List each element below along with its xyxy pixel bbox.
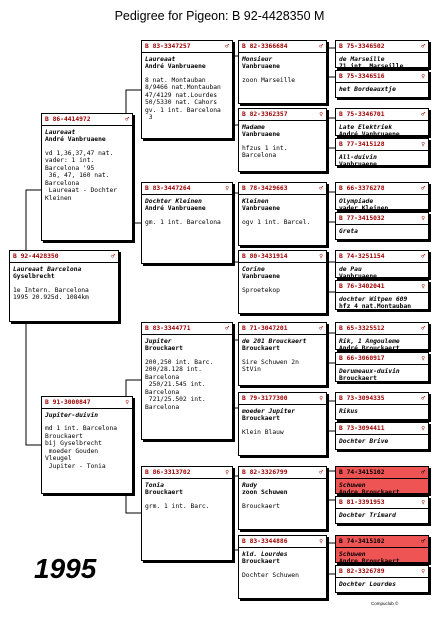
pigeon-name: Derumeaux-duivin (339, 367, 400, 375)
ring-number (339, 185, 425, 193)
sex-symbol-icon: ♂ (111, 253, 115, 260)
ring-text: B 73-3094411 (339, 425, 385, 432)
pigeon-card-dsd (238, 392, 327, 456)
sex-symbol-icon: ♂ (225, 325, 229, 332)
sex-symbol-icon: ♂ (125, 116, 129, 123)
ring-text: B 79-3177300 (242, 395, 288, 402)
ring-text: B 82-3326799 (242, 469, 288, 476)
pigeon-card-sd (141, 182, 233, 264)
pigeon-card-g4 (335, 138, 429, 166)
pigeon-card-dss (238, 322, 327, 386)
pigeon-name: Corine (242, 265, 265, 273)
ring-number (242, 253, 323, 261)
sex-symbol-icon: ♀ (319, 111, 323, 118)
ring-text: B 82-3362357 (242, 111, 288, 118)
pigeon-card-g11 (335, 392, 429, 420)
ring-number (242, 43, 323, 51)
divider (336, 547, 428, 548)
ring-text: B 76-3402041 (339, 283, 385, 290)
pigeon-card-g10 (335, 352, 429, 382)
sex-symbol-icon: ♂ (319, 43, 323, 50)
ring-number (145, 325, 229, 333)
pigeon-owner: Brouckaert (242, 558, 280, 565)
pigeon-name: Kleinen (242, 197, 269, 205)
pigeon-card-sss (238, 40, 327, 104)
divider (239, 334, 326, 335)
pigeon-owner: Brouckaert (242, 415, 280, 422)
pigeon-notes: vd 1,36,37,47 nat. vader: 1 int. Barcelona '95 36, 47, 160 nat. Barcelona Laureaat - Dochter Kleinen (45, 149, 118, 202)
sex-symbol-icon: ♀ (319, 538, 323, 545)
pigeon-name: Dochter Trimard (339, 511, 396, 519)
ring-number (339, 469, 425, 477)
ring-text: B 75-3346701 (339, 111, 385, 118)
pigeon-name: Laureaat Barcelona (13, 265, 82, 273)
pigeon-name: de Pau (339, 265, 362, 273)
ring-number (339, 253, 425, 261)
pigeon-card-g12 (335, 422, 429, 450)
divider (336, 292, 428, 293)
pigeon-owner: Andre Brouckaert (339, 489, 400, 494)
pigeon-name: Tonia (145, 481, 164, 489)
ring-text: B 83-3344771 (145, 325, 191, 332)
sex-symbol-icon: ♂ (421, 253, 425, 260)
pigeon-name: Monsieur (242, 55, 273, 63)
sex-symbol-icon: ♂ (421, 111, 425, 118)
ring-text: B 86-4414972 (45, 116, 91, 123)
divider (42, 125, 132, 126)
pigeon-card-ds (141, 322, 233, 440)
pigeon-notes: md 1 int. Barcelona Brouckaert bij Gyselbrecht moeder Gouden Vleugel Jupiter - Tonia (45, 425, 118, 470)
sex-symbol-icon: ♀ (319, 253, 323, 260)
sex-symbol-icon: ♂ (225, 43, 229, 50)
pigeon-card-g14 (335, 496, 429, 524)
pigeon-owner: André Vanbruaene (145, 63, 206, 70)
ring-text: B 74-3415102 (339, 469, 385, 476)
pigeon-card-ssd (238, 108, 327, 172)
pigeon-name: Dochter Kleinen (145, 197, 202, 205)
ring-text: B 86-3313702 (145, 469, 191, 476)
pigeon-name: Laureaat (145, 55, 176, 63)
pigeon-card-g3 (335, 108, 429, 136)
pigeon-card-sire (41, 113, 133, 241)
divider (336, 334, 428, 335)
divider (336, 364, 428, 365)
divider (42, 408, 132, 409)
pigeon-owner: André Vanbruaene (45, 136, 106, 143)
divider (336, 120, 428, 121)
sex-symbol-icon: ♂ (421, 43, 425, 50)
pigeon-owner: 71 int. Marseille (339, 63, 404, 68)
pigeon-owner: André Vanbruaene (145, 205, 206, 212)
pigeon-name: Jupiter (145, 337, 172, 345)
divider (336, 52, 428, 53)
pigeon-card-ddd (238, 535, 327, 599)
ring-number (242, 185, 323, 193)
divider (142, 194, 232, 195)
pigeon-owner: Brouckaert (145, 489, 183, 496)
pigeon-notes: Klein Blauw (242, 428, 284, 436)
pigeon-notes: 8 nat. Montauban 8/9466 nat.Montauban 47/4129 nat.Lourdes 50/5330 nat. Cahors gv. 1 int. Barcelona 3 (145, 76, 221, 121)
sex-symbol-icon: ♀ (125, 399, 129, 406)
pigeon-notes: gm. 1 int. Barcelona (145, 218, 221, 226)
ring-text: B 74-3415102 (339, 538, 385, 545)
pigeon-card-g16 (335, 565, 429, 593)
ring-number (339, 425, 425, 433)
pigeon-name: dochter Witpen 609 (339, 295, 408, 303)
year-label: 1995 (34, 553, 97, 584)
ring-number (339, 283, 425, 291)
pigeon-name: Jupiter-duivin (45, 411, 99, 419)
ring-text: B 77-3415032 (339, 215, 385, 222)
ring-number (339, 568, 425, 576)
ring-number (339, 215, 425, 223)
ring-text: B 80-3431914 (242, 253, 288, 260)
pigeon-card-dam (41, 396, 133, 494)
pigeon-card-dd (141, 466, 233, 561)
ring-number (339, 73, 425, 81)
divider (336, 194, 428, 195)
pigeon-notes: Brouckaert (242, 502, 280, 510)
pigeon-card-g1 (335, 40, 429, 68)
sex-symbol-icon: ♂ (319, 325, 323, 332)
sex-symbol-icon: ♀ (421, 141, 425, 148)
pigeon-notes: hfzus 1 int. Barcelona (242, 144, 288, 159)
ring-text: B 81-3391953 (339, 499, 385, 506)
ring-number (145, 469, 229, 477)
pigeon-card-g13 (335, 466, 429, 494)
sex-symbol-icon: ♀ (421, 499, 425, 506)
ring-text: B 82-3326789 (339, 568, 385, 575)
divider (336, 508, 428, 509)
ring-number (242, 395, 323, 403)
pigeon-card-g6 (335, 212, 429, 240)
ring-text: B 92-4428350 (13, 253, 59, 260)
pigeon-card-ss (141, 40, 233, 139)
sex-symbol-icon: ♀ (421, 73, 425, 80)
ring-number (242, 111, 323, 119)
ring-number (339, 538, 425, 546)
divider (239, 262, 326, 263)
pigeon-name: Rik, 1 Angouleme (339, 337, 400, 345)
ring-text: B 75-3346502 (339, 43, 385, 50)
ring-number (45, 116, 129, 124)
ring-text: B 83-3447264 (145, 185, 191, 192)
sex-symbol-icon: ♂ (319, 185, 323, 192)
pigeon-owner: Andre Brouckaert (339, 558, 400, 563)
sex-symbol-icon: ♂ (421, 185, 425, 192)
divider (142, 478, 232, 479)
pigeon-card-g9 (335, 322, 429, 350)
divider (336, 577, 428, 578)
ring-text: B 77-3415128 (339, 141, 385, 148)
ring-text: B 82-3366684 (242, 43, 288, 50)
divider (336, 404, 428, 405)
pigeon-card-g8 (335, 280, 429, 310)
ring-number (339, 325, 425, 333)
pigeon-notes: ogv 1 int. Barcel. (242, 218, 311, 226)
pigeon-name: Late Elektriek (339, 123, 393, 131)
divider (336, 224, 428, 225)
pigeon-owner: Vanbruaene (339, 273, 377, 278)
pigeon-owner: Brouckaert (339, 375, 377, 382)
ring-text: B 83-3347257 (145, 43, 191, 50)
pigeon-owner: Vanbruaene (339, 161, 377, 166)
ring-text: B 78-3429663 (242, 185, 288, 192)
pigeon-owner: Vanbruaene (242, 131, 280, 138)
ring-number (339, 141, 425, 149)
ring-number (339, 499, 425, 507)
pigeon-owner: Vanbruaene (242, 273, 280, 280)
sex-symbol-icon: ♀ (421, 355, 425, 362)
pigeon-owner: Vanbruaene (242, 63, 280, 70)
sex-symbol-icon: ♀ (225, 185, 229, 192)
divider (336, 150, 428, 151)
divider (239, 194, 326, 195)
sex-symbol-icon: ♂ (421, 325, 425, 332)
pigeon-owner: zoon Schuwen (242, 489, 288, 496)
ring-number (242, 538, 323, 546)
ring-number (45, 399, 129, 407)
page-title: Pedigree for Pigeon: B 92-4428350 M (114, 9, 325, 23)
pigeon-owner: André Brouckaert (339, 345, 400, 350)
pigeon-name: All-duivin (339, 153, 377, 161)
pigeon-card-dds (238, 466, 327, 530)
divider (10, 262, 118, 263)
pigeon-notes: zoon Marseille (242, 76, 296, 84)
sex-symbol-icon: ♀ (421, 425, 425, 432)
ring-number (145, 185, 229, 193)
pigeon-notes: 1e Intern. Barcelona 1995 20.925d. 1084km (13, 286, 89, 301)
ring-text: B 66-3060917 (339, 355, 385, 362)
pigeon-name: kld. Lourdes (242, 550, 288, 558)
ring-text: B 73-3094335 (339, 395, 385, 402)
pigeon-card-g7 (335, 250, 429, 278)
ring-text: B 74-3251154 (339, 253, 385, 260)
divider (239, 547, 326, 548)
pigeon-notes: grm. 1 int. Barc. (145, 502, 210, 510)
pigeon-name: de 201 Brouckaert (242, 337, 307, 345)
pigeon-name: Dochter Lourdes (339, 580, 396, 588)
ring-text: B 65-3325512 (339, 325, 385, 332)
divider (336, 82, 428, 83)
ring-number (242, 325, 323, 333)
ring-number (242, 469, 323, 477)
software-stamp: Compuclub © (371, 601, 399, 606)
pigeon-notes: Sire Schuwen 2n StVin (242, 358, 299, 373)
ring-text: B 91-3000847 (45, 399, 91, 406)
ring-text: B 66-3376278 (339, 185, 385, 192)
pigeon-card-g5 (335, 182, 429, 210)
pigeon-card-sdd (238, 250, 327, 314)
sex-symbol-icon: ♂ (319, 469, 323, 476)
pigeon-name: de Marseille (339, 55, 385, 63)
pigeon-name: Madame (242, 123, 265, 131)
pigeon-owner: André Vanbruaene (339, 131, 400, 136)
sex-symbol-icon: ♀ (319, 395, 323, 402)
ring-number (339, 355, 425, 363)
pigeon-name: moeder Jupiter (242, 407, 296, 415)
sex-symbol-icon: ♂ (421, 395, 425, 402)
divider (239, 120, 326, 121)
divider (336, 262, 428, 263)
ring-number (145, 43, 229, 51)
pigeon-card-sds (238, 182, 327, 246)
sex-symbol-icon: ♀ (225, 469, 229, 476)
pigeon-owner: Brouckaert (242, 345, 280, 352)
pigeon-card-g2 (335, 70, 429, 98)
divider (239, 404, 326, 405)
ring-number (339, 43, 425, 51)
pigeon-notes: 200,250 int. Barc. 200/28.128 int. Barcelona 250/21.545 int. Barcelona 721/25.502 int. Barcelona (145, 358, 214, 411)
pigeon-name: het Bordeauxtje (339, 85, 396, 93)
ring-number (13, 253, 115, 261)
pigeon-name: Laureaat (45, 128, 76, 136)
ring-text: B 75-3346516 (339, 73, 385, 80)
pigeon-card-g15 (335, 535, 429, 563)
ring-text: B 83-3344886 (242, 538, 288, 545)
sex-symbol-icon: ♂ (421, 469, 425, 476)
pigeon-card-subject (9, 250, 119, 322)
pigeon-name: Greta (339, 227, 358, 235)
pigeon-notes: Sproetekop (242, 286, 280, 294)
pigeon-name: Schuwen (339, 550, 366, 558)
ring-number (339, 395, 425, 403)
pigeon-name: Rudy (242, 481, 258, 489)
pigeon-owner: hfz 4 nat.Montauban (339, 303, 412, 310)
sex-symbol-icon: ♀ (421, 215, 425, 222)
sex-symbol-icon: ♀ (421, 568, 425, 575)
divider (142, 334, 232, 335)
sex-symbol-icon: ♀ (421, 283, 425, 290)
pigeon-notes: Dochter Schuwen (242, 571, 299, 579)
ring-number (339, 111, 425, 119)
divider (142, 52, 232, 53)
pigeon-name: Rikus (339, 407, 358, 415)
pigeon-name: Dochter Brive (339, 437, 389, 445)
divider (336, 478, 428, 479)
sex-symbol-icon: ♂ (421, 538, 425, 545)
pigeon-owner: Brouckaert (145, 345, 183, 352)
divider (336, 434, 428, 435)
divider (239, 52, 326, 53)
pigeon-owner: vader Kleinen (339, 205, 389, 210)
pigeon-name: Schuwen (339, 481, 366, 489)
pigeon-name: Olympiade (339, 197, 374, 205)
divider (239, 478, 326, 479)
pigeon-owner: Gyselbrecht (13, 273, 55, 280)
pigeon-owner: Vanbruaene (242, 205, 280, 212)
ring-text: B 71-3047201 (242, 325, 288, 332)
